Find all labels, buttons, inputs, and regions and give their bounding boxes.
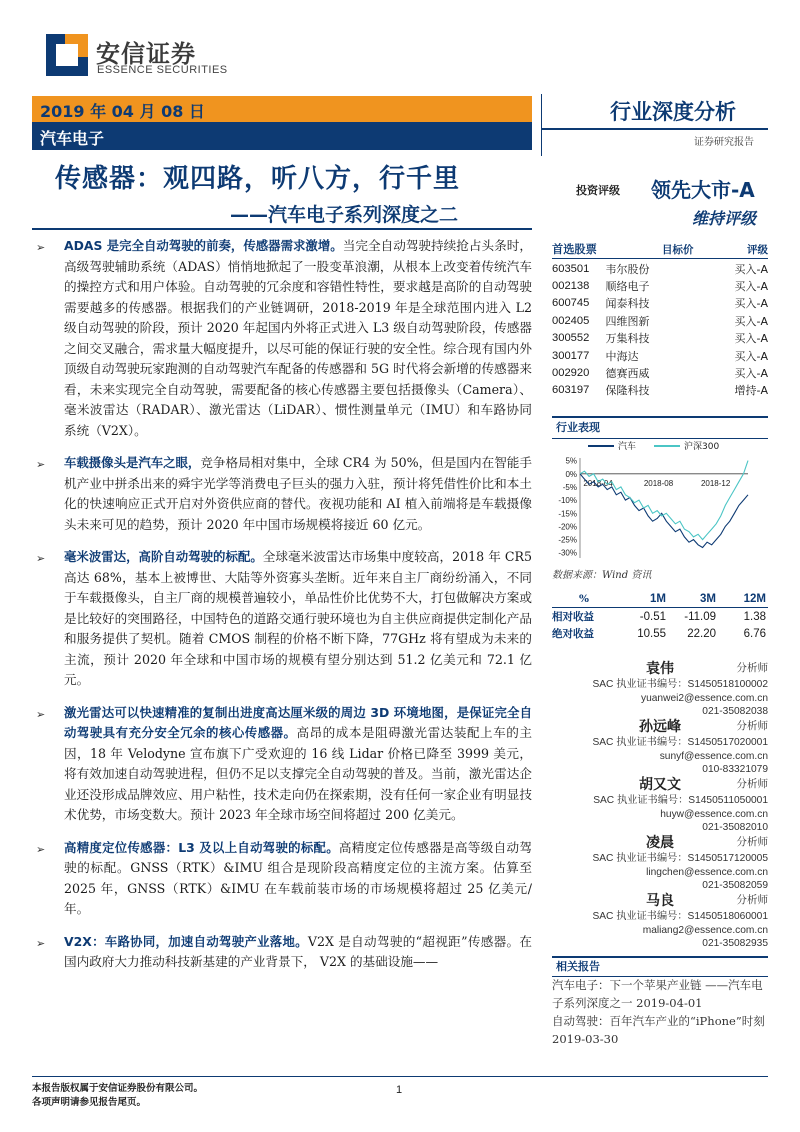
stock-code: 600745: [552, 297, 590, 310]
y-tick-label: -25%: [558, 535, 577, 545]
paragraph-lead: 毫米波雷达，高阶自动驾驶的标配。: [64, 549, 263, 564]
y-tick-label: -10%: [558, 496, 577, 506]
header-rating: 评级: [747, 243, 768, 256]
header-stock: 首选股票: [552, 244, 597, 256]
summary-paragraph: [32, 547, 532, 691]
related-title: 相关报告: [556, 960, 600, 973]
arrow-bullet-icon: ➢: [36, 458, 46, 471]
table-cell: 22.20: [687, 627, 716, 640]
summary-body: [32, 236, 532, 985]
stock-rating: 买入-A: [734, 332, 768, 346]
paragraph-text: 当完全自动驾驶持续抢占头条时，高级驾驶辅助系统（ADAS）悄悄地掀起了一股变革浪潮，从根本上改变着传统汽车的操控方式和用户体验。自动驾驶的冗余度和容错性特性，要求越是高阶的自动驾驶需要越多的传感器。根据我们的产业链调研，2018-2019 年是全球范围内进入 L2 级自动驾驶的阶段，预计 2020 年起国内外将正式进入 L3 级自动驾驶阶段，传感器之间交叉融合，需求量大幅度提升，以尽可能的保证行驶的安全性。综合现有国内外顶级自动驾驶玩家跑测的自动驾驶汽车配备的传感器和 5G 时代将会新增的传感器来看，未来实现完全自动驾驶，需要配备的核心传感器主要包括摄像头（Camera）、毫米波雷达（RADAR）、激光雷达（LiDAR）、惯性测量单元（IMU）和车路协同系统（V2X）。: [64, 238, 533, 438]
analyst-sac: SAC 执业证书编号：S1450517120005: [592, 853, 768, 864]
summary-paragraph: [32, 453, 532, 535]
paragraph-text: 全球毫米波雷达市场集中度较高，2018 年 CR5 高达 68%，基本上被博世、大陆等外资寡头垄断。近年来自主厂商纷纷涌入，不同于车载摄像头，自主厂商的规模普遍较小，单品性价比优势不大，打包做解决方案或是比较好的突围路径，中国特色的道路交通行驶环境也为自主供应商提供定制化产品和服务提供了契机。随着 CMOS 制程的价格不断下降，77GHz 将有望成为未来的主流，预计 2020 年全球和中国市场的规模有望分别达到 51.2 亿美元和 72.1 亿元。: [64, 549, 532, 687]
report-type: 行业深度分析: [610, 100, 736, 124]
analyst-phone: 021-35082010: [702, 822, 768, 834]
x-tick-label: 2018-08: [643, 478, 674, 488]
stock-rating: 买入-A: [734, 314, 768, 328]
stock-name: 闻泰科技: [605, 297, 650, 311]
arrow-bullet-icon: ➢: [36, 936, 46, 950]
summary-paragraph: [32, 838, 532, 920]
page-title: 传感器：观四路，听八方，行千里: [55, 164, 461, 194]
analyst-card: [552, 890, 768, 951]
stock-name: 中海达: [605, 349, 639, 363]
company-name-cn: 安信证券: [96, 40, 196, 68]
table-cell: -11.09: [684, 610, 716, 623]
header-target: 目标价: [662, 243, 694, 256]
row-label: 绝对收益: [552, 628, 594, 640]
footer-divider: [32, 1076, 768, 1077]
analyst-phone: 010-83321079: [702, 764, 768, 776]
legend-label: 沪深300: [684, 442, 720, 452]
y-tick-label: 5%: [565, 456, 577, 466]
stock-name: 万集科技: [605, 332, 650, 346]
analyst-email[interactable]: lingchen@essence.com.cn: [646, 866, 768, 878]
report-date: 2019 年 04 月 08 日: [40, 102, 205, 121]
stock-rows: [552, 260, 768, 399]
stock-code: 300177: [552, 349, 590, 362]
stock-name: 顺络电子: [605, 280, 650, 294]
paragraph-lead: 高精度定位传感器：L3 及以上自动驾驶的标配。: [64, 839, 339, 855]
page-subtitle: ——汽车电子系列深度之二: [230, 204, 459, 226]
analyst-phone: 021-35082038: [702, 706, 768, 718]
footer-copyright: 本报告版权属于安信证券股份有限公司。: [32, 1083, 204, 1094]
header-divider: [541, 94, 542, 156]
table-row: [552, 260, 768, 277]
analyst-phone: 021-35082935: [702, 938, 768, 950]
paragraph-text: 竞争格局相对集中，全球 CR4 为 50%，但是国内在智能手机产业中拼杀出来的舜宇光学等消费电子巨头的强力入驻，预计将凭借性价比和本土化的快速响应正式开启对外资供应商的替代。夜视功能和 AI 植入前端将是车载摄像头未来可见的趋势，预计 2020 年中国市场规模将接近 60 亿元。: [64, 455, 532, 532]
header-cell: 1M: [650, 592, 666, 605]
table-cell: 10.55: [637, 627, 666, 640]
table-cell: 6.76: [743, 627, 766, 640]
row-label: 相对收益: [552, 611, 594, 623]
arrow-bullet-icon: ➢: [36, 842, 46, 856]
rating-action: 维持评级: [692, 209, 757, 228]
company-logo-icon: [46, 34, 88, 76]
stock-name: 四维图新: [605, 314, 650, 328]
table-cell: -0.51: [639, 610, 666, 623]
industry-performance-chart: [548, 440, 770, 580]
related-list: [552, 976, 770, 1048]
stock-rating: 增持-A: [734, 384, 768, 398]
stock-code: 603197: [552, 384, 590, 397]
analyst-sac: SAC 执业证书编号：S1450517020001: [592, 737, 768, 748]
table-row: [552, 347, 768, 364]
report-subtype: 证券研究报告: [694, 137, 754, 148]
rating-value: 领先大市-A: [651, 178, 755, 202]
rating-label: 投资评级: [576, 184, 620, 197]
summary-paragraph: [32, 236, 532, 441]
table-row: [552, 382, 768, 399]
paragraph-lead: 车载摄像头是汽车之眼，: [64, 455, 201, 470]
stock-code: 002138: [552, 280, 590, 293]
paragraph-lead: 激光雷达可以快速精准的复制出进度高达厘米级的周边 3D 环境地图，是保证完全自动驾驶具有充分安全冗余的核心传感器。: [64, 704, 532, 740]
stock-rating: 买入-A: [734, 262, 768, 276]
arrow-bullet-icon: ➢: [36, 707, 46, 721]
paragraph-text: V2X 是自动驾驶的“超视距”传感器。在国内政府大力推动科技新基建的产业背景下， V2X 的基础设施——: [64, 933, 533, 969]
table-row: [552, 608, 768, 625]
analyst-card: [552, 832, 768, 893]
table-row: [552, 330, 768, 347]
related-report-link[interactable]: 汽车电子：下一个苹果产业链 ——汽车电子系列深度之一 2019-04-01: [552, 978, 763, 1010]
analyst-email[interactable]: huyw@essence.com.cn: [660, 808, 768, 820]
table-row: [552, 277, 768, 294]
paragraph-lead: V2X：车路协同，加速自动驾驶产业落地。: [64, 933, 308, 949]
stock-code: 300552: [552, 332, 590, 345]
header-cell: 12M: [743, 592, 766, 605]
header-cell: %: [579, 592, 589, 605]
performance-table: [552, 590, 768, 642]
analyst-email[interactable]: sunyf@essence.com.cn: [659, 750, 768, 762]
page-number: 1: [396, 1084, 403, 1096]
analyst-name: 马良: [646, 893, 674, 909]
sector-bar: [32, 122, 532, 150]
x-tick-label: 2018-12: [700, 478, 731, 488]
analyst-name: 孙远峰: [639, 719, 681, 735]
sector-label: 汽车电子: [40, 129, 105, 148]
y-tick-label: -30%: [558, 548, 577, 558]
company-name-en: ESSENCE SECURITIES: [97, 64, 228, 76]
header-cell: 3M: [700, 592, 716, 605]
stock-rating: 买入-A: [734, 349, 768, 363]
analyst-phone: 021-35082059: [702, 880, 768, 892]
stock-code: 002405: [552, 314, 590, 327]
preferred-stocks-table: [552, 240, 768, 399]
stock-code: 603501: [552, 262, 590, 275]
analyst-card: [552, 658, 768, 719]
footer-disclaimer: 各项声明请参见报告尾页。: [32, 1097, 147, 1108]
y-tick-label: -15%: [558, 509, 577, 519]
table-row: [552, 312, 768, 329]
y-tick-label: 0%: [565, 469, 577, 479]
table-row: [552, 625, 768, 642]
table-cell: 1.38: [743, 610, 766, 623]
x-tick-label: 2018-04: [583, 478, 613, 488]
report-type-underline: [542, 128, 768, 130]
analyst-role: 分析师: [736, 662, 768, 674]
y-tick-label: -5%: [562, 482, 577, 492]
performance-title: 行业表现: [556, 421, 600, 434]
stock-rating: 买入-A: [734, 297, 768, 311]
analyst-card: [552, 774, 768, 835]
analyst-sac: SAC 执业证书编号：S1450518060001: [592, 911, 768, 922]
chart-source: 数据来源：Wind 资讯: [552, 570, 652, 581]
summary-paragraph: [32, 703, 532, 826]
analyst-role: 分析师: [736, 720, 768, 732]
analyst-sac: SAC 执业证书编号：S1450518100002: [592, 679, 768, 690]
related-report-link[interactable]: 自动驾驶：百年汽车产业的“iPhone”时刻 2019-03-30: [552, 1014, 765, 1046]
table-row: [552, 364, 768, 381]
summary-paragraph: [32, 932, 532, 973]
table-header: [552, 590, 768, 608]
legend-label: 汽车: [618, 442, 637, 452]
analyst-role: 分析师: [736, 778, 768, 790]
title-divider: [32, 228, 532, 230]
arrow-bullet-icon: ➢: [36, 552, 46, 565]
analyst-role: 分析师: [736, 894, 768, 906]
analyst-name: 袁伟: [646, 661, 674, 677]
stock-name: 韦尔股份: [605, 262, 650, 276]
arrow-bullet-icon: ➢: [36, 241, 46, 254]
analyst-email[interactable]: maliang2@essence.com.cn: [642, 924, 768, 936]
analyst-role: 分析师: [736, 836, 768, 848]
stock-code: 002920: [552, 367, 590, 380]
table-header: [552, 240, 768, 259]
table-row: [552, 295, 768, 312]
analyst-sac: SAC 执业证书编号：S1450511050001: [593, 795, 768, 806]
paragraph-lead: ADAS 是完全自动驾驶的前奏，传感器需求激增。: [64, 238, 343, 253]
stock-name: 保隆科技: [605, 384, 650, 398]
analyst-name: 凌晨: [646, 835, 674, 851]
paragraph-text: 高昂的成本是阻碍激光雷达装配上车的主因，18 年 Velodyne 宣布旗下广受欢迎的 16 线 Lidar 价格已降至 3999 美元，将有效加速自动驾驶进程，但仍不足以支撑完全自动驾驶的普及。当前，激光雷达企业还没形成品牌效应、用户粘性，技术走向仍在探索期，没有任何一家企业有明显技术优势，市场变数大。预计 2023 年全球市场空间将超过 200 亿美元。: [64, 725, 533, 822]
y-tick-label: -20%: [558, 522, 577, 532]
stock-rating: 买入-A: [734, 280, 768, 294]
analyst-name: 胡又文: [639, 777, 681, 793]
paragraph-text: 高精度定位传感器是高等级自动驾驶的标配。GNSS（RTK）&IMU 组合是现阶段高精度定位的主流方案。估算至 2025 年，GNSS（RTK）&IMU 在车载前装市场的市场规模将超过 25 亿美元/年。: [64, 839, 532, 916]
stock-name: 德赛西威: [605, 367, 650, 381]
analyst-email[interactable]: yuanwei2@essence.com.cn: [641, 692, 768, 704]
analyst-card: [552, 716, 768, 777]
series-line-hs300: [580, 461, 748, 540]
stock-rating: 买入-A: [734, 367, 768, 381]
